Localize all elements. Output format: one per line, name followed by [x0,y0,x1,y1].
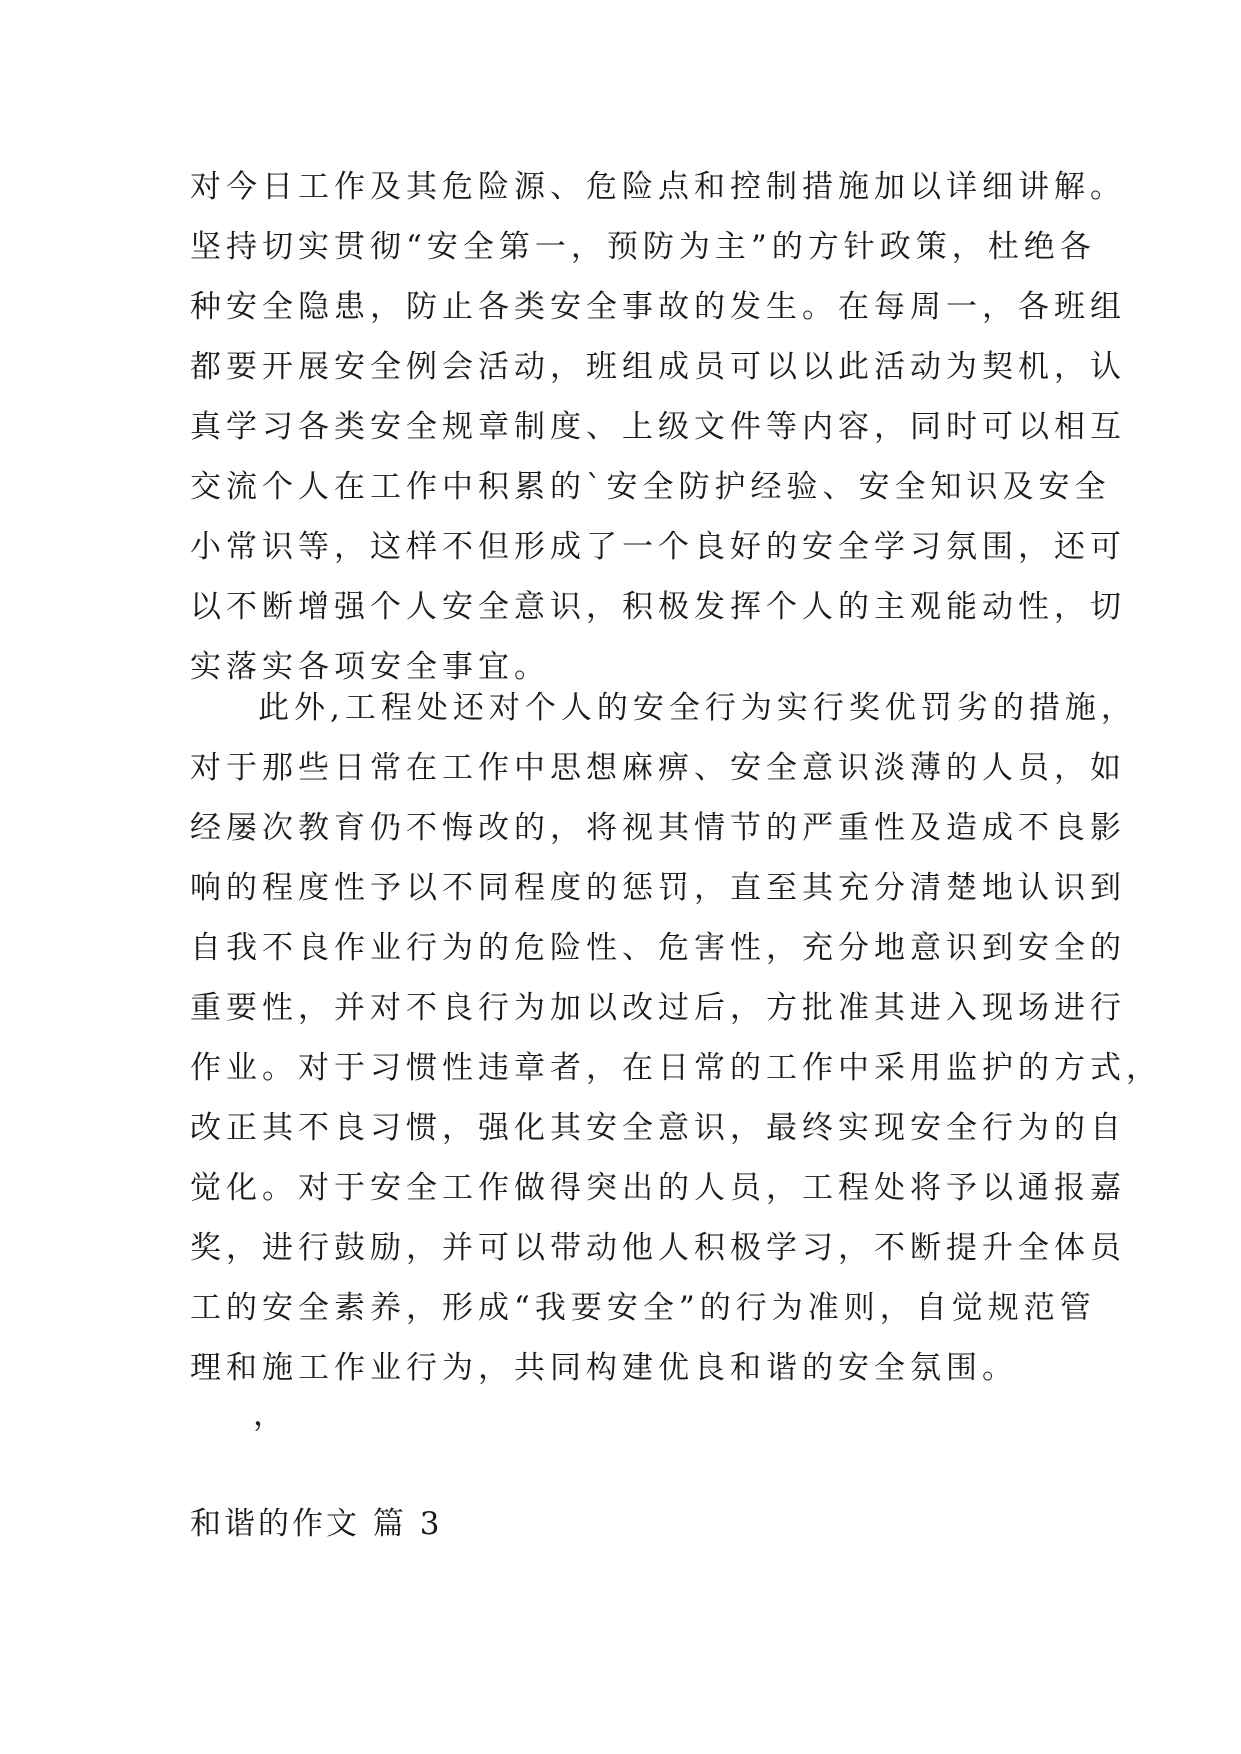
paragraph-line: 小常识等，这样不但形成了一个良好的安全学习氛围，还可 [190,529,1126,565]
paragraph-line: 奖，进行鼓励，并可以带动他人积极学习，不断提升全体员 [190,1230,1126,1266]
paragraph-line: 种安全隐患，防止各类安全事故的发生。在每周一，各班组 [190,289,1126,325]
paragraph-line: 响的程度性予以不同程度的惩罚，直至其充分清楚地认识到 [190,870,1126,906]
paragraph-line: 以不断增强个人安全意识，积极发挥个人的主观能动性，切 [190,589,1126,625]
section-heading: 和谐的作文 篇 3 [190,1506,443,1542]
paragraph-line: 都要开展安全例会活动，班组成员可以以此活动为契机，认 [190,349,1126,385]
paragraph-line: 交流个人在工作中积累的`安全防护经验、安全知识及安全 [190,469,1111,505]
paragraph-line: 经屡次教育仍不悔改的，将视其情节的严重性及造成不良影 [190,810,1126,846]
paragraph-line: 对于那些日常在工作中思想麻痹、安全意识淡薄的人员，如 [190,750,1126,786]
paragraph-line: 重要性，并对不良行为加以改过后，方批准其进入现场进行 [190,990,1126,1026]
paragraph-line: 自我不良作业行为的危险性、危害性，充分地意识到安全的 [190,930,1126,966]
paragraph-line: 实落实各项安全事宜。 [190,649,550,685]
paragraph-line: 对今日工作及其危险源、危险点和控制措施加以详细讲解。 [190,169,1126,205]
paragraph-line: 坚持切实贯彻“安全第一，预防为主”的方针政策，杜绝各 [190,229,1096,265]
paragraph-line: 作业。对于习惯性违章者，在日常的工作中采用监护的方式， [190,1050,1162,1086]
paragraph-1 [190,157,1126,697]
paragraph-line: 此外,工程处还对个人的安全行为实行奖优罚劣的措施， [258,690,1137,726]
stray-punctuation: ， [253,1397,284,1433]
paragraph-2 [190,678,1162,1398]
paragraph-line: 真学习各类安全规章制度、上级文件等内容，同时可以相互 [190,409,1126,445]
paragraph-line: 理和施工作业行为，共同构建优良和谐的安全氛围。 [190,1350,1018,1386]
paragraph-line: 改正其不良习惯，强化其安全意识，最终实现安全行为的自 [190,1110,1126,1146]
paragraph-line: 觉化。对于安全工作做得突出的人员，工程处将予以通报嘉 [190,1170,1126,1206]
paragraph-line: 工的安全素养，形成“我要安全”的行为准则，自觉规范管 [190,1290,1096,1326]
